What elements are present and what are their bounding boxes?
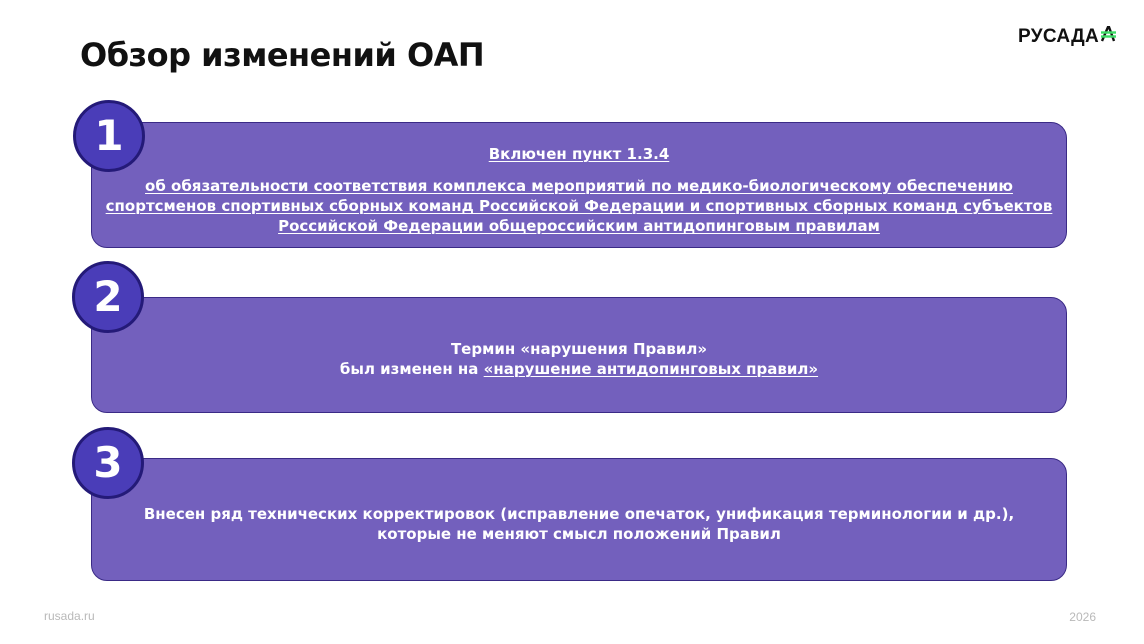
card-2-line-2 <box>340 359 818 379</box>
card-2-line-2-highlight: «нарушение антидопинговых правил» <box>483 360 819 378</box>
card-1-line-3: Российской Федерации общероссийским антидопинговым правилам <box>278 217 880 235</box>
change-card-3 <box>91 458 1067 581</box>
change-card-1 <box>91 122 1067 248</box>
page-title: Обзор изменений ОАП <box>80 36 485 74</box>
card-1-line-2: спортсменов спортивных сборных команд Российской Федерации и спортивных сборных команд субъектов <box>105 197 1053 215</box>
card-1-heading: Включен пункт 1.3.4 <box>488 145 670 163</box>
card-1-line-1: об обязательности соответствия комплекса мероприятий по медико-биологическому обеспечению <box>145 177 1013 195</box>
card-3-line-1: Внесен ряд технических корректировок (исправление опечаток, унификация терминологии и др.), <box>143 504 1015 523</box>
rusada-logo <box>1018 26 1116 48</box>
change-card-2 <box>91 297 1067 413</box>
number-badge-1: 1 <box>73 100 145 172</box>
logo-text: РУСАДА <box>1018 26 1099 47</box>
footer-site: rusada.ru <box>44 609 95 623</box>
card-3-line-2: которые не меняют смысл положений Правил <box>377 524 781 543</box>
card-2-line-2-prefix: был изменен на <box>339 360 484 378</box>
card-2-line-1: Термин «нарушения Правил» <box>450 340 708 358</box>
number-badge-3: 3 <box>72 427 144 499</box>
rusada-mark-icon <box>1100 26 1116 48</box>
footer-year: 2026 <box>1069 610 1096 624</box>
number-badge-2: 2 <box>72 261 144 333</box>
